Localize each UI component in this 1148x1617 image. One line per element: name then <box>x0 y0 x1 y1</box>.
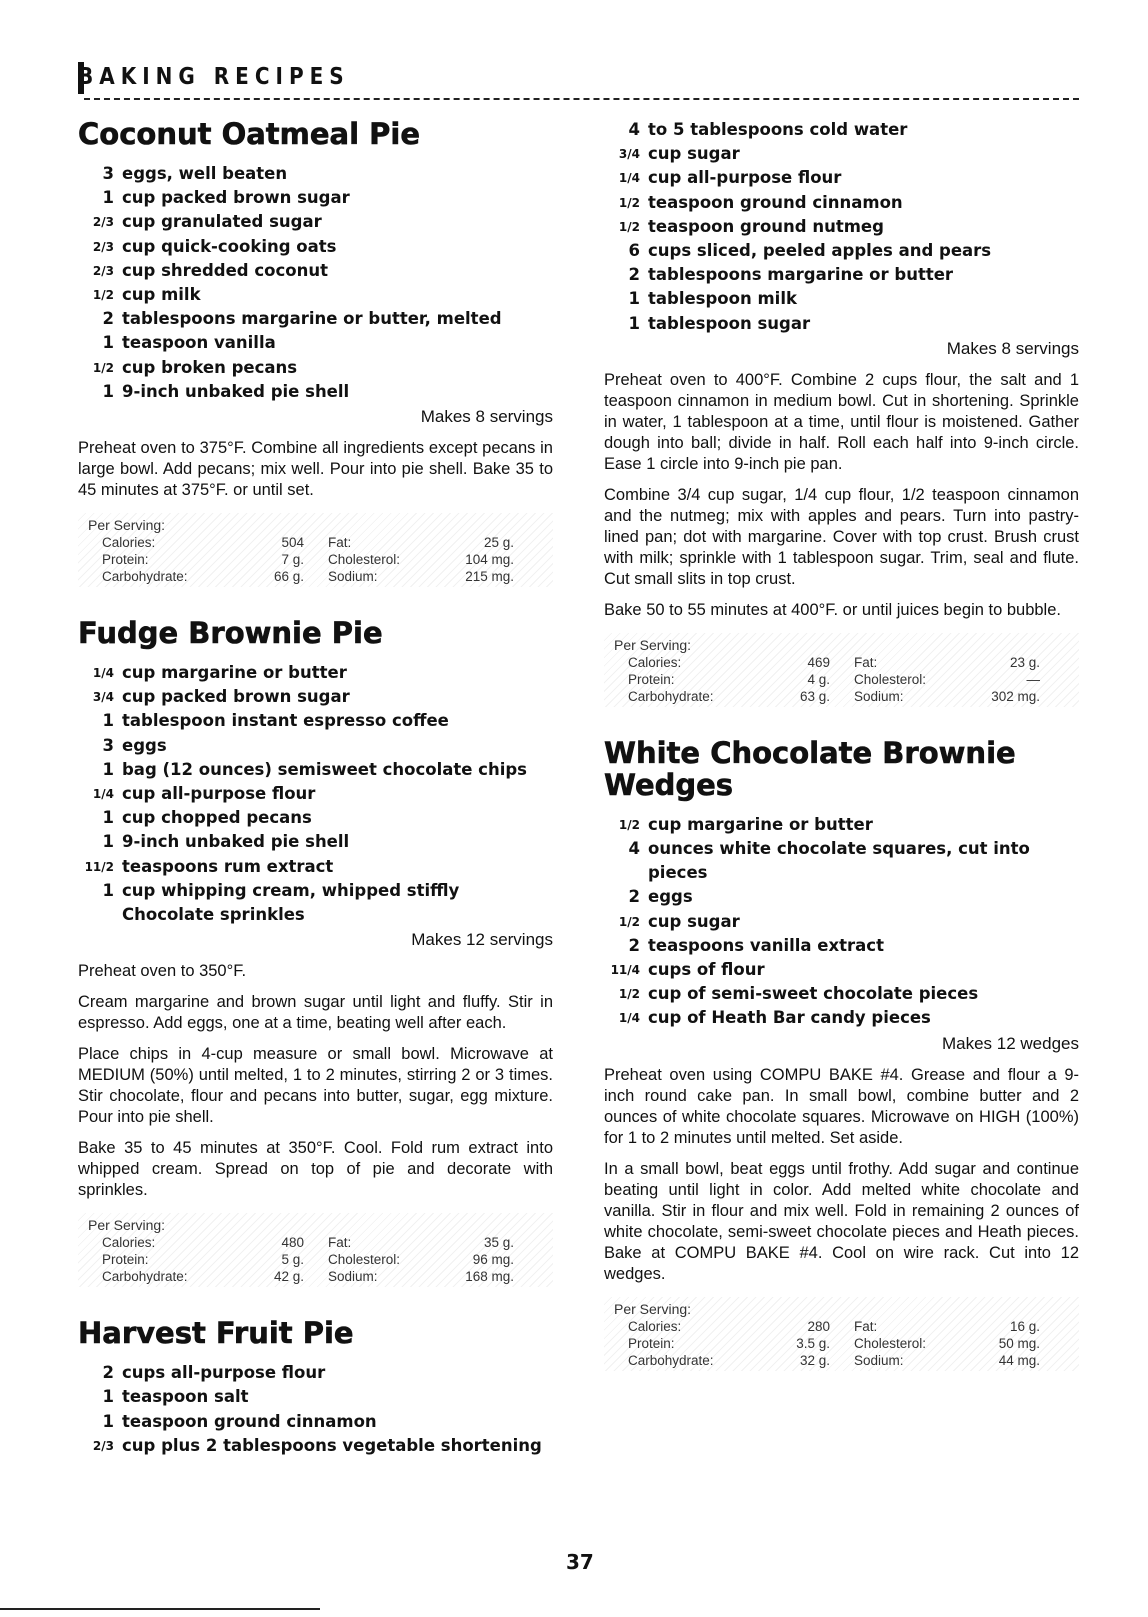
ingredient-quantity: 3 <box>102 735 114 755</box>
ingredient-text: cup granulated sugar <box>122 212 322 232</box>
ingredient-text: teaspoons rum extract <box>122 856 334 876</box>
ingredient-quantity <box>78 903 122 927</box>
ingredient-item <box>78 903 553 927</box>
ingredient-quantity: 1/4 <box>92 666 114 681</box>
recipe-title: Fudge Brownie Pie <box>78 616 383 651</box>
ingredient-item <box>604 215 1079 239</box>
ingredient-quantity: 1/2 <box>618 817 640 832</box>
instruction-paragraph: Preheat oven using COMPU BAKE #4. Grease and flour a 9-inch round cake pan. In small bowl, combine butter and 2 ounces of white chocolate squares. Microwave on HIGH (100%) for 1 to 2 minutes until melted. Set aside. <box>604 1065 1079 1147</box>
ingredient-quantity: 1 <box>628 313 640 333</box>
instruction-paragraph: Preheat oven to 400°F. Combine 2 cups flour, the salt and 1 teaspoon cinnamon in medium bowl. Cut in shortening. Sprinkle in water, 1 tablespoon at a time, until flour is moistened. Gather dough into ball; divide in half. Roll each half into 9-inch circle. Ease 1 circle into 9-inch pie pan. <box>604 370 1079 473</box>
yield: Makes 8 servings <box>946 338 1079 358</box>
ingredient-quantity: 11/4 <box>610 963 640 978</box>
ingredient-quantity: 1 <box>102 333 114 353</box>
nutrition-value: 16 g. <box>1009 1318 1040 1334</box>
nutrition-label: Calories: <box>628 654 682 670</box>
ingredient-item <box>78 162 553 186</box>
ingredient-item <box>78 210 553 234</box>
nutrition-value: 469 <box>807 654 830 670</box>
nutrition-label: Sodium: <box>854 688 904 704</box>
ingredient-quantity: 2 <box>628 265 640 285</box>
instruction-paragraph: Bake 50 to 55 minutes at 400°F. or until juices begin to bubble. <box>604 600 1061 619</box>
nutrition-table <box>604 633 1079 707</box>
instruction-paragraph: Combine 3/4 cup sugar, 1/4 cup flour, 1/2 teaspoon cinnamon and the nutmeg; mix with apples and pears. Turn into pastry-lined pan; dot with margarine. Cover with top crust. Brush crust with milk; sprinkle with 1 tablespoon sugar. Trim, seal and flute. Cut small slits in top crust. <box>604 485 1079 588</box>
recipe-harvest-fruit-pie-continued <box>604 118 1079 707</box>
ingredient-item <box>78 331 553 355</box>
ingredient-text: cup margarine or butter <box>648 814 873 834</box>
nutrition-row <box>78 551 553 568</box>
nutrition-row <box>604 1318 1079 1335</box>
nutrition-value: 44 mg. <box>998 1352 1040 1368</box>
ingredient-text: tablespoons margarine or butter <box>648 265 954 285</box>
ingredient-text: teaspoons vanilla extract <box>648 935 884 955</box>
ingredient-quantity: 2/3 <box>92 263 114 278</box>
yield: Makes 12 wedges <box>941 1033 1079 1053</box>
ingredient-item <box>78 830 553 854</box>
ingredient-item <box>78 235 553 259</box>
ingredient-list <box>78 1361 553 1458</box>
ingredient-quantity: 2 <box>102 309 114 329</box>
instruction-paragraph: Cream margarine and brown sugar until light and fluffy. Stir in espresso. Add eggs, one at a time, beating well after each. <box>78 993 553 1033</box>
nutrition-row <box>604 671 1079 688</box>
ingredient-item <box>78 1434 553 1458</box>
ingredient-item <box>604 118 1079 142</box>
ingredient-quantity: 2 <box>628 935 640 955</box>
nutrition-table <box>78 513 553 587</box>
nutrition-row <box>604 1335 1079 1352</box>
ingredient-item <box>604 312 1079 336</box>
recipe-fudge-brownie-pie <box>78 617 553 1287</box>
ingredient-quantity: 6 <box>628 241 640 261</box>
ingredient-quantity: 2/3 <box>92 1438 114 1453</box>
ingredient-text: cup broken pecans <box>122 357 298 377</box>
nutrition-label: Carbohydrate: <box>628 1352 714 1368</box>
nutrition-label: Cholesterol: <box>854 671 927 687</box>
ingredient-item <box>604 813 1079 837</box>
yield: Makes 12 servings <box>411 930 553 950</box>
nutrition-value: 3.5 g. <box>796 1335 830 1351</box>
ingredient-list <box>78 661 553 927</box>
ingredient-text: cup shredded coconut <box>122 260 328 280</box>
instruction-paragraph: Preheat oven to 350°F. <box>78 962 247 981</box>
ingredient-text: 9-inch unbaked pie shell <box>122 832 350 852</box>
nutrition-value: 280 <box>807 1318 830 1334</box>
ingredient-item <box>78 380 553 404</box>
nutrition-table <box>78 1213 553 1287</box>
ingredient-item <box>78 259 553 283</box>
nutrition-value: 4 g. <box>807 671 830 687</box>
ingredient-item <box>604 142 1079 166</box>
ingredient-text: cup packed brown sugar <box>122 188 350 208</box>
nutrition-label: Carbohydrate: <box>628 688 714 704</box>
ingredient-quantity: 1 <box>102 880 114 900</box>
ingredient-item <box>604 934 1079 958</box>
ingredient-text: cup of semi-sweet chocolate pieces <box>648 984 979 1004</box>
nutrition-label: Fat: <box>854 654 878 670</box>
nutrition-label: Calories: <box>102 535 156 551</box>
nutrition-row <box>604 1352 1079 1369</box>
ingredient-item <box>604 885 1079 909</box>
ingredient-quantity: 1/4 <box>92 787 114 802</box>
yield: Makes 8 servings <box>420 407 553 427</box>
nutrition-value: 215 mg. <box>465 569 514 585</box>
nutrition-heading: Per Serving: <box>88 1217 166 1234</box>
nutrition-row <box>604 688 1079 705</box>
ingredient-quantity: 2 <box>102 1363 114 1383</box>
ingredient-quantity: 1/4 <box>618 1011 640 1026</box>
instruction-paragraph: Place chips in 4-cup measure or small bowl. Microwave at MEDIUM (50%) until melted, 1 to 2 minutes, stirring 2 or 3 times. Stir chocolate, flour and pecans into butter, sugar, egg mixture. Pour into pie shell. <box>78 1045 553 1127</box>
nutrition-value: 302 mg. <box>991 688 1040 704</box>
ingredient-text: cup sugar <box>648 911 740 931</box>
ingredient-quantity: 1/2 <box>618 195 640 210</box>
nutrition-label: Sodium: <box>328 1269 378 1285</box>
ingredient-quantity: 1/2 <box>618 987 640 1002</box>
ingredient-quantity: 1/2 <box>618 914 640 929</box>
ingredient-text: 9-inch unbaked pie shell <box>122 381 350 401</box>
ingredient-text: cup all-purpose flour <box>648 168 842 188</box>
ingredient-item <box>78 661 553 685</box>
right-column <box>604 118 1079 1401</box>
ingredient-item <box>604 166 1079 190</box>
ingredient-item <box>604 837 1079 885</box>
instruction-paragraph: Bake 35 to 45 minutes at 350°F. Cool. Fold rum extract into whipped cream. Spread on top of pie and decorate with sprinkles. <box>78 1139 553 1200</box>
ingredient-quantity: 2/3 <box>92 215 114 230</box>
ingredient-item <box>78 283 553 307</box>
ingredient-item <box>78 1410 553 1434</box>
ingredient-item <box>78 734 553 758</box>
ingredient-item <box>78 879 553 903</box>
ingredient-text: teaspoon ground cinnamon <box>648 192 903 212</box>
nutrition-row <box>78 1234 553 1251</box>
ingredient-text: eggs <box>122 735 167 755</box>
nutrition-value: 104 mg. <box>465 552 514 568</box>
nutrition-label: Carbohydrate: <box>102 569 188 585</box>
nutrition-row <box>78 534 553 551</box>
ingredient-text: Chocolate sprinkles <box>122 905 305 925</box>
ingredient-item <box>78 356 553 380</box>
nutrition-label: Fat: <box>328 1235 352 1251</box>
ingredient-quantity: 1/2 <box>92 288 114 303</box>
instructions <box>78 438 553 501</box>
ingredient-text: cup packed brown sugar <box>122 687 350 707</box>
nutrition-table <box>604 1297 1079 1371</box>
page-number: 37 <box>566 1550 594 1574</box>
ingredient-quantity: 1 <box>628 289 640 309</box>
nutrition-label: Protein: <box>102 1252 149 1268</box>
ingredient-item <box>78 758 553 782</box>
ingredient-text: bag (12 ounces) semisweet chocolate chips <box>122 759 527 779</box>
ingredient-text: cup quick-cooking oats <box>122 236 337 256</box>
nutrition-row <box>604 654 1079 671</box>
ingredient-item <box>78 709 553 733</box>
section-title-rule <box>84 98 1079 100</box>
left-column <box>78 118 553 1458</box>
ingredient-item <box>604 1006 1079 1030</box>
ingredient-item <box>78 307 553 331</box>
instruction-paragraph: In a small bowl, beat eggs until frothy. Add sugar and continue beating until light in color. Add melted white chocolate and vanilla. Stir in flour and mix well. Fold in remaining 2 ounces of white chocolate, semi-sweet chocolate pieces and Heath pieces. Bake at COMPU BAKE #4. Cool on wire rack. Cut into 12 wedges. <box>604 1159 1079 1283</box>
ingredient-text: tablespoons margarine or butter, melted <box>122 309 502 329</box>
ingredient-quantity: 4 <box>628 120 640 139</box>
nutrition-label: Cholesterol: <box>328 1252 401 1268</box>
nutrition-value: 35 g. <box>483 1235 514 1251</box>
nutrition-label: Calories: <box>628 1318 682 1334</box>
ingredient-quantity: 1 <box>102 808 114 828</box>
recipe-white-chocolate-brownie-wedges <box>604 737 1079 1371</box>
ingredient-list <box>78 162 553 404</box>
instructions <box>78 961 553 1201</box>
ingredient-quantity: 1/2 <box>618 219 640 234</box>
ingredient-item <box>78 782 553 806</box>
ingredient-text: cup milk <box>122 285 201 305</box>
nutrition-label: Cholesterol: <box>854 1335 927 1351</box>
ingredient-text: teaspoon salt <box>122 1387 249 1407</box>
ingredient-text: cups of flour <box>648 960 765 980</box>
ingredient-item <box>78 685 553 709</box>
ingredient-quantity: 1/2 <box>92 360 114 375</box>
ingredient-item <box>78 1385 553 1409</box>
ingredient-text: tablespoon sugar <box>648 313 811 333</box>
ingredient-quantity: 1 <box>102 711 114 731</box>
ingredient-text: cup margarine or butter <box>122 663 347 683</box>
ingredient-quantity: 2 <box>628 887 640 907</box>
ingredient-item <box>78 1361 553 1385</box>
nutrition-label: Protein: <box>102 552 149 568</box>
ingredient-item <box>604 191 1079 215</box>
nutrition-value: — <box>1026 671 1040 687</box>
nutrition-value: 7 g. <box>281 552 304 568</box>
ingredient-text: tablespoon instant espresso coffee <box>122 711 449 731</box>
ingredient-list <box>604 813 1079 1031</box>
ingredient-text: tablespoon milk <box>648 289 797 309</box>
ingredient-quantity: 1 <box>102 759 114 779</box>
section-title: BAKING RECIPES <box>78 62 350 90</box>
ingredient-quantity: 1 <box>102 1411 114 1431</box>
nutrition-value: 63 g. <box>799 688 830 704</box>
ingredient-text: to 5 tablespoons cold water <box>648 120 908 139</box>
recipe-harvest-fruit-pie <box>78 1317 553 1458</box>
footer-rule <box>0 1608 320 1610</box>
ingredient-text: teaspoon ground nutmeg <box>648 216 884 236</box>
recipe-title: Coconut Oatmeal Pie <box>78 117 421 151</box>
ingredient-list <box>604 118 1079 336</box>
nutrition-value: 23 g. <box>1009 654 1040 670</box>
ingredient-quantity: 4 <box>628 839 640 859</box>
ingredient-quantity: 3/4 <box>618 147 640 162</box>
ingredient-text: eggs <box>648 887 693 907</box>
nutrition-value: 168 mg. <box>465 1269 514 1285</box>
recipe-title: White Chocolate Brownie Wedges <box>604 735 1016 802</box>
ingredient-text: cup chopped pecans <box>122 808 312 828</box>
ingredient-item <box>604 958 1079 982</box>
ingredient-quantity: 1/4 <box>618 171 640 186</box>
nutrition-heading: Per Serving: <box>614 1300 692 1317</box>
ingredient-text: cups all-purpose flour <box>122 1363 326 1383</box>
ingredient-quantity: 11/2 <box>84 859 114 874</box>
nutrition-value: 50 mg. <box>998 1335 1040 1351</box>
ingredient-text: cup whipping cream, whipped stiffly <box>122 880 460 900</box>
nutrition-value: 504 <box>281 535 304 551</box>
nutrition-heading: Per Serving: <box>614 636 692 653</box>
nutrition-row <box>78 1251 553 1268</box>
nutrition-label: Carbohydrate: <box>102 1269 188 1285</box>
ingredient-item <box>604 239 1079 263</box>
recipe-coconut-oatmeal-pie <box>78 118 553 587</box>
nutrition-value: 25 g. <box>483 535 514 551</box>
instruction-paragraph: Preheat oven to 375°F. Combine all ingredients except pecans in large bowl. Add pecans; mix well. Pour into pie shell. Bake 35 to 45 minutes at 375°F. or until set. <box>78 439 553 500</box>
ingredient-item <box>604 982 1079 1006</box>
instructions <box>604 370 1079 621</box>
nutrition-value: 96 mg. <box>472 1252 514 1268</box>
nutrition-label: Protein: <box>628 1335 675 1351</box>
instructions <box>604 1065 1079 1285</box>
ingredient-text: teaspoon ground cinnamon <box>122 1411 377 1431</box>
ingredient-text: eggs, well beaten <box>122 164 288 183</box>
ingredient-item <box>78 855 553 879</box>
nutrition-value: 66 g. <box>273 569 304 585</box>
nutrition-label: Calories: <box>102 1235 156 1251</box>
nutrition-value: 42 g. <box>273 1269 304 1285</box>
ingredient-item <box>78 806 553 830</box>
ingredient-item <box>604 910 1079 934</box>
ingredient-text: cups sliced, peeled apples and pears <box>648 241 992 261</box>
ingredient-text: cup plus 2 tablespoons vegetable shortening <box>122 1435 542 1455</box>
ingredient-item <box>78 186 553 210</box>
nutrition-heading: Per Serving: <box>88 517 166 534</box>
ingredient-quantity: 1 <box>102 188 114 208</box>
ingredient-quantity: 1 <box>102 381 114 401</box>
ingredient-text: cup all-purpose flour <box>122 784 316 804</box>
nutrition-row <box>78 1268 553 1285</box>
ingredient-quantity: 1 <box>102 1387 114 1407</box>
nutrition-value: 32 g. <box>799 1352 830 1368</box>
ingredient-text: cup of Heath Bar candy pieces <box>648 1008 931 1028</box>
nutrition-value: 5 g. <box>281 1252 304 1268</box>
nutrition-label: Sodium: <box>328 569 378 585</box>
ingredient-quantity: 1 <box>102 832 114 852</box>
ingredient-item <box>604 287 1079 311</box>
ingredient-item <box>604 263 1079 287</box>
ingredient-quantity: 2/3 <box>92 239 114 254</box>
nutrition-row <box>78 568 553 585</box>
ingredient-text: teaspoon vanilla <box>122 333 276 353</box>
nutrition-label: Fat: <box>328 535 352 551</box>
ingredient-quantity: 3 <box>102 164 114 183</box>
ingredient-quantity: 3/4 <box>92 690 114 705</box>
nutrition-label: Cholesterol: <box>328 552 401 568</box>
nutrition-label: Sodium: <box>854 1352 904 1368</box>
ingredient-text: ounces white chocolate squares, cut into pieces <box>648 839 1030 883</box>
nutrition-label: Fat: <box>854 1318 878 1334</box>
recipe-title: Harvest Fruit Pie <box>78 1316 354 1351</box>
nutrition-value: 480 <box>281 1235 304 1251</box>
nutrition-label: Protein: <box>628 671 675 687</box>
ingredient-text: cup sugar <box>648 144 740 164</box>
